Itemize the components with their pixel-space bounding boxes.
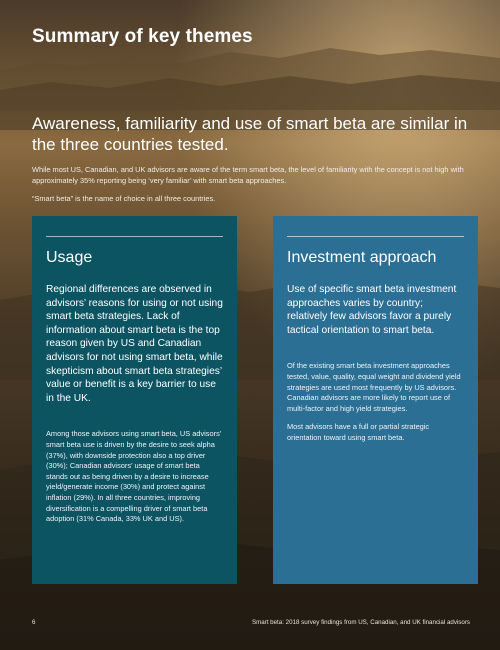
intro-paragraph: While most US, Canadian, and UK advisors are aware of the term smart beta, the level of familiarity with the concept is not high with approximately 35% reporting being ‘very familiar’ with smart beta approaches. xyxy=(32,165,464,185)
intro-note: “Smart beta” is the name of choice in all three countries. xyxy=(32,194,216,203)
divider xyxy=(46,236,223,237)
usage-heading: Usage xyxy=(46,249,93,266)
investment-body-text-2: Most advisors have a full or partial strategic orientation toward using smart beta. xyxy=(287,422,430,442)
intro-section xyxy=(32,113,472,211)
usage-panel xyxy=(32,216,237,584)
intro-headline: Awareness, familiarity and use of smart beta are similar in the three countries tested. xyxy=(32,114,468,154)
investment-body-text: Of the existing smart beta investment approaches tested, value, quality, equal weight and dividend yield strategies are used most frequently by US advisors. Canadian advisors are more likely to report use of multi-factor and high yield strategies. xyxy=(287,361,461,413)
footer-caption: Smart beta: 2018 survey findings from US, Canadian, and UK financial advisors xyxy=(251,619,470,626)
investment-approach-panel xyxy=(273,216,478,584)
investment-lead-text: Use of specific smart beta investment approaches varies by country; relatively few advisors favor a purely tactical orientation to smart beta. xyxy=(287,284,457,336)
usage-body-text: Among those advisors using smart beta, US advisors’ smart beta use is driven by the desire to seek alpha (37%), with downside protection also a top driver (30%); Canadian advisors’ usage of smart beta stands out as being driven by a desire to increase yield/generate income (30%) and protect against inflation (29%). In all three countries, improving diversification is a compelling driver of smart beta adoption (31% Canada, 33% UK and US). xyxy=(46,429,222,524)
page-number: 6 xyxy=(32,619,36,626)
investment-heading: Investment approach xyxy=(287,249,437,266)
page-title: Summary of key themes xyxy=(32,26,253,47)
divider xyxy=(287,236,464,237)
usage-lead-text: Regional differences are observed in advisors’ reasons for using or not using smart beta strategies. Lack of information about smart beta is the top reason given by US and Canadian advisors for not using smart beta, while skepticism about smart beta strategies’ value or benefit is a key barrier to use in the UK. xyxy=(46,284,223,404)
